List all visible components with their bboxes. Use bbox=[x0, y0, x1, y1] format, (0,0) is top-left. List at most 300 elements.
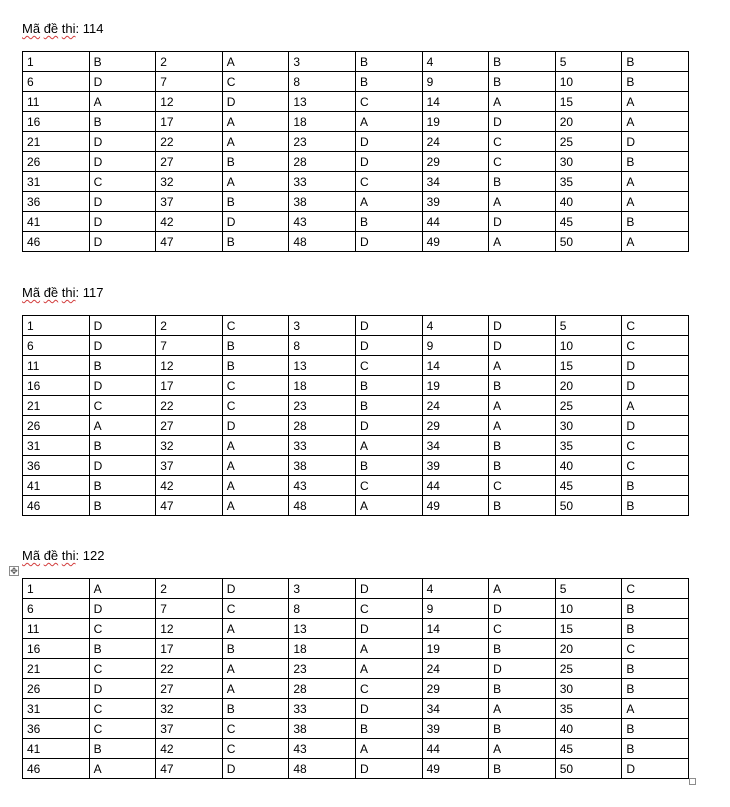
answer-cell: D bbox=[489, 112, 556, 132]
answer-cell: C bbox=[355, 356, 422, 376]
exam-code-heading: Mã đề thi: 122 bbox=[22, 548, 105, 563]
answer-cell: B bbox=[489, 376, 556, 396]
question-number-cell: 44 bbox=[422, 739, 489, 759]
question-number-cell: 37 bbox=[156, 456, 223, 476]
question-number-cell: 1 bbox=[23, 579, 90, 599]
question-number-cell: 40 bbox=[555, 192, 622, 212]
question-number-cell: 34 bbox=[422, 699, 489, 719]
question-number-cell: 7 bbox=[156, 599, 223, 619]
answer-cell: C bbox=[622, 316, 689, 336]
question-number-cell: 27 bbox=[156, 152, 223, 172]
answer-cell: D bbox=[489, 599, 556, 619]
question-number-cell: 20 bbox=[555, 376, 622, 396]
question-number-cell: 13 bbox=[289, 619, 356, 639]
question-number-cell: 36 bbox=[23, 192, 90, 212]
answer-cell: C bbox=[222, 376, 289, 396]
question-number-cell: 5 bbox=[555, 316, 622, 336]
table-row bbox=[23, 719, 689, 739]
answer-cell: A bbox=[222, 456, 289, 476]
answer-cell: C bbox=[489, 132, 556, 152]
table-row bbox=[23, 132, 689, 152]
question-number-cell: 16 bbox=[23, 112, 90, 132]
answer-cell: B bbox=[89, 639, 156, 659]
answer-cell: A bbox=[355, 659, 422, 679]
question-number-cell: 4 bbox=[422, 316, 489, 336]
question-number-cell: 39 bbox=[422, 456, 489, 476]
table-row bbox=[23, 699, 689, 719]
answer-cell: B bbox=[355, 212, 422, 232]
table-row bbox=[23, 476, 689, 496]
heading-word: đề bbox=[43, 21, 59, 36]
answer-cell: B bbox=[355, 72, 422, 92]
answer-key-table bbox=[22, 315, 689, 516]
answer-cell: D bbox=[355, 619, 422, 639]
heading-word: Mã bbox=[22, 548, 41, 563]
question-number-cell: 25 bbox=[555, 132, 622, 152]
answer-cell: B bbox=[489, 496, 556, 516]
question-number-cell: 15 bbox=[555, 92, 622, 112]
question-number-cell: 41 bbox=[23, 739, 90, 759]
answer-cell: B bbox=[222, 699, 289, 719]
answer-cell: A bbox=[489, 356, 556, 376]
answer-cell: A bbox=[89, 416, 156, 436]
answer-cell: D bbox=[622, 759, 689, 779]
question-number-cell: 19 bbox=[422, 112, 489, 132]
question-number-cell: 50 bbox=[555, 496, 622, 516]
answer-cell: D bbox=[355, 132, 422, 152]
answer-cell: B bbox=[622, 679, 689, 699]
question-number-cell: 41 bbox=[23, 212, 90, 232]
table-row bbox=[23, 376, 689, 396]
answer-cell: B bbox=[355, 52, 422, 72]
question-number-cell: 42 bbox=[156, 476, 223, 496]
table-row bbox=[23, 639, 689, 659]
question-number-cell: 5 bbox=[555, 52, 622, 72]
question-number-cell: 49 bbox=[422, 232, 489, 252]
answer-cell: A bbox=[222, 496, 289, 516]
answer-cell: D bbox=[622, 416, 689, 436]
question-number-cell: 29 bbox=[422, 679, 489, 699]
question-number-cell: 11 bbox=[23, 92, 90, 112]
answer-cell: C bbox=[222, 719, 289, 739]
question-number-cell: 13 bbox=[289, 356, 356, 376]
answer-cell: D bbox=[489, 212, 556, 232]
answer-cell: B bbox=[89, 52, 156, 72]
answer-cell: B bbox=[622, 72, 689, 92]
question-number-cell: 22 bbox=[156, 132, 223, 152]
question-number-cell: 44 bbox=[422, 212, 489, 232]
answer-cell: C bbox=[489, 476, 556, 496]
answer-cell: A bbox=[622, 396, 689, 416]
table-row bbox=[23, 436, 689, 456]
answer-cell: D bbox=[89, 456, 156, 476]
question-number-cell: 16 bbox=[23, 376, 90, 396]
question-number-cell: 40 bbox=[555, 456, 622, 476]
table-row bbox=[23, 192, 689, 212]
answer-cell: A bbox=[355, 639, 422, 659]
answer-cell: C bbox=[355, 92, 422, 112]
answer-cell: A bbox=[489, 192, 556, 212]
heading-word: thi bbox=[61, 21, 76, 36]
answer-cell: B bbox=[89, 112, 156, 132]
exam-code-value: 122 bbox=[82, 548, 105, 563]
answer-cell: B bbox=[89, 739, 156, 759]
answer-cell: B bbox=[222, 232, 289, 252]
answer-cell: A bbox=[489, 579, 556, 599]
answer-cell: B bbox=[355, 456, 422, 476]
answer-cell: A bbox=[355, 112, 422, 132]
question-number-cell: 30 bbox=[555, 416, 622, 436]
answer-cell: D bbox=[222, 92, 289, 112]
question-number-cell: 1 bbox=[23, 52, 90, 72]
question-number-cell: 10 bbox=[555, 336, 622, 356]
answer-cell: B bbox=[89, 496, 156, 516]
question-number-cell: 19 bbox=[422, 376, 489, 396]
question-number-cell: 47 bbox=[156, 759, 223, 779]
question-number-cell: 26 bbox=[23, 416, 90, 436]
answer-cell: C bbox=[222, 396, 289, 416]
question-number-cell: 43 bbox=[289, 739, 356, 759]
answer-cell: A bbox=[89, 759, 156, 779]
question-number-cell: 49 bbox=[422, 496, 489, 516]
question-number-cell: 6 bbox=[23, 72, 90, 92]
question-number-cell: 23 bbox=[289, 659, 356, 679]
question-number-cell: 22 bbox=[156, 659, 223, 679]
question-number-cell: 25 bbox=[555, 396, 622, 416]
answer-cell: D bbox=[489, 659, 556, 679]
question-number-cell: 31 bbox=[23, 436, 90, 456]
answer-cell: A bbox=[222, 659, 289, 679]
answer-cell: D bbox=[89, 316, 156, 336]
question-number-cell: 6 bbox=[23, 599, 90, 619]
answer-cell: D bbox=[89, 192, 156, 212]
answer-cell: C bbox=[89, 172, 156, 192]
answer-cell: A bbox=[622, 92, 689, 112]
question-number-cell: 2 bbox=[156, 579, 223, 599]
question-number-cell: 37 bbox=[156, 192, 223, 212]
question-number-cell: 33 bbox=[289, 699, 356, 719]
answer-cell: D bbox=[89, 679, 156, 699]
answer-cell: A bbox=[355, 436, 422, 456]
question-number-cell: 12 bbox=[156, 619, 223, 639]
question-number-cell: 26 bbox=[23, 679, 90, 699]
question-number-cell: 2 bbox=[156, 52, 223, 72]
question-number-cell: 22 bbox=[156, 396, 223, 416]
question-number-cell: 42 bbox=[156, 739, 223, 759]
question-number-cell: 7 bbox=[156, 336, 223, 356]
question-number-cell: 8 bbox=[289, 72, 356, 92]
question-number-cell: 15 bbox=[555, 619, 622, 639]
question-number-cell: 48 bbox=[289, 759, 356, 779]
answer-cell: A bbox=[489, 739, 556, 759]
question-number-cell: 29 bbox=[422, 152, 489, 172]
answer-cell: B bbox=[89, 436, 156, 456]
answer-cell: A bbox=[89, 92, 156, 112]
table-row bbox=[23, 659, 689, 679]
question-number-cell: 24 bbox=[422, 396, 489, 416]
answer-cell: D bbox=[222, 579, 289, 599]
question-number-cell: 11 bbox=[23, 356, 90, 376]
answer-cell: B bbox=[222, 192, 289, 212]
table-row bbox=[23, 52, 689, 72]
table-resize-handle[interactable] bbox=[689, 778, 696, 785]
question-number-cell: 47 bbox=[156, 232, 223, 252]
answer-cell: B bbox=[489, 456, 556, 476]
answer-cell: B bbox=[622, 52, 689, 72]
answer-cell: C bbox=[355, 599, 422, 619]
answer-cell: D bbox=[489, 316, 556, 336]
question-number-cell: 38 bbox=[289, 456, 356, 476]
question-number-cell: 45 bbox=[555, 739, 622, 759]
question-number-cell: 42 bbox=[156, 212, 223, 232]
answer-cell: D bbox=[622, 356, 689, 376]
table-row bbox=[23, 396, 689, 416]
answer-cell: A bbox=[622, 699, 689, 719]
table-row bbox=[23, 232, 689, 252]
heading-word: Mã bbox=[22, 285, 41, 300]
answer-cell: B bbox=[489, 719, 556, 739]
answer-cell: A bbox=[355, 192, 422, 212]
question-number-cell: 32 bbox=[156, 436, 223, 456]
answer-cell: C bbox=[89, 659, 156, 679]
answer-cell: B bbox=[622, 619, 689, 639]
answer-cell: D bbox=[222, 212, 289, 232]
question-number-cell: 27 bbox=[156, 679, 223, 699]
answer-cell: C bbox=[489, 152, 556, 172]
answer-cell: A bbox=[355, 496, 422, 516]
table-row bbox=[23, 679, 689, 699]
question-number-cell: 45 bbox=[555, 476, 622, 496]
answer-cell: D bbox=[89, 599, 156, 619]
question-number-cell: 37 bbox=[156, 719, 223, 739]
table-row bbox=[23, 356, 689, 376]
table-row bbox=[23, 92, 689, 112]
question-number-cell: 44 bbox=[422, 476, 489, 496]
heading-word: Mã bbox=[22, 21, 41, 36]
answer-cell: B bbox=[622, 152, 689, 172]
table-move-handle-icon[interactable]: ✥ bbox=[10, 566, 18, 576]
answer-cell: C bbox=[89, 396, 156, 416]
answer-cell: D bbox=[89, 152, 156, 172]
question-number-cell: 34 bbox=[422, 172, 489, 192]
answer-cell: D bbox=[89, 336, 156, 356]
answer-cell: A bbox=[489, 92, 556, 112]
answer-cell: C bbox=[622, 456, 689, 476]
question-number-cell: 14 bbox=[422, 356, 489, 376]
question-number-cell: 39 bbox=[422, 719, 489, 739]
answer-cell: C bbox=[89, 719, 156, 739]
answer-cell: D bbox=[355, 579, 422, 599]
question-number-cell: 43 bbox=[289, 212, 356, 232]
answer-cell: B bbox=[489, 639, 556, 659]
answer-cell: A bbox=[89, 579, 156, 599]
answer-cell: A bbox=[222, 172, 289, 192]
question-number-cell: 32 bbox=[156, 699, 223, 719]
answer-cell: C bbox=[222, 72, 289, 92]
question-number-cell: 12 bbox=[156, 92, 223, 112]
answer-cell: A bbox=[489, 396, 556, 416]
answer-cell: C bbox=[222, 599, 289, 619]
question-number-cell: 4 bbox=[422, 579, 489, 599]
question-number-cell: 23 bbox=[289, 132, 356, 152]
table-row bbox=[23, 619, 689, 639]
question-number-cell: 40 bbox=[555, 719, 622, 739]
answer-cell: B bbox=[489, 172, 556, 192]
question-number-cell: 12 bbox=[156, 356, 223, 376]
answer-cell: A bbox=[489, 232, 556, 252]
heading-word: đề bbox=[43, 548, 59, 563]
question-number-cell: 18 bbox=[289, 112, 356, 132]
answer-cell: A bbox=[622, 192, 689, 212]
answer-cell: B bbox=[222, 639, 289, 659]
table-row bbox=[23, 112, 689, 132]
heading-word: thi bbox=[61, 548, 76, 563]
answer-cell: B bbox=[489, 52, 556, 72]
answer-cell: B bbox=[622, 739, 689, 759]
question-number-cell: 13 bbox=[289, 92, 356, 112]
answer-cell: C bbox=[89, 619, 156, 639]
question-number-cell: 6 bbox=[23, 336, 90, 356]
question-number-cell: 14 bbox=[422, 619, 489, 639]
question-number-cell: 20 bbox=[555, 639, 622, 659]
question-number-cell: 48 bbox=[289, 232, 356, 252]
answer-cell: D bbox=[355, 316, 422, 336]
question-number-cell: 28 bbox=[289, 152, 356, 172]
answer-cell: B bbox=[222, 336, 289, 356]
question-number-cell: 9 bbox=[422, 72, 489, 92]
question-number-cell: 10 bbox=[555, 599, 622, 619]
question-number-cell: 9 bbox=[422, 336, 489, 356]
table-row bbox=[23, 739, 689, 759]
question-number-cell: 18 bbox=[289, 376, 356, 396]
question-number-cell: 24 bbox=[422, 659, 489, 679]
question-number-cell: 7 bbox=[156, 72, 223, 92]
question-number-cell: 17 bbox=[156, 376, 223, 396]
answer-cell: A bbox=[222, 619, 289, 639]
answer-cell: B bbox=[622, 476, 689, 496]
answer-cell: A bbox=[489, 699, 556, 719]
question-number-cell: 15 bbox=[555, 356, 622, 376]
answer-cell: C bbox=[89, 699, 156, 719]
heading-word: thi bbox=[61, 285, 76, 300]
answer-cell: B bbox=[489, 72, 556, 92]
answer-cell: D bbox=[355, 232, 422, 252]
question-number-cell: 20 bbox=[555, 112, 622, 132]
answer-cell: B bbox=[489, 679, 556, 699]
answer-cell: C bbox=[355, 476, 422, 496]
answer-cell: D bbox=[222, 759, 289, 779]
answer-key-table bbox=[22, 51, 689, 252]
table-row bbox=[23, 456, 689, 476]
answer-cell: B bbox=[622, 212, 689, 232]
answer-cell: D bbox=[489, 336, 556, 356]
answer-cell: A bbox=[222, 679, 289, 699]
answer-cell: D bbox=[355, 152, 422, 172]
answer-cell: C bbox=[222, 739, 289, 759]
question-number-cell: 50 bbox=[555, 759, 622, 779]
question-number-cell: 14 bbox=[422, 92, 489, 112]
answer-cell: B bbox=[89, 356, 156, 376]
question-number-cell: 30 bbox=[555, 679, 622, 699]
question-number-cell: 8 bbox=[289, 336, 356, 356]
question-number-cell: 38 bbox=[289, 719, 356, 739]
answer-cell: D bbox=[89, 212, 156, 232]
answer-cell: B bbox=[489, 759, 556, 779]
answer-cell: A bbox=[222, 436, 289, 456]
answer-cell: A bbox=[622, 112, 689, 132]
answer-cell: C bbox=[622, 579, 689, 599]
answer-cell: C bbox=[355, 679, 422, 699]
question-number-cell: 21 bbox=[23, 659, 90, 679]
answer-cell: B bbox=[222, 356, 289, 376]
answer-cell: D bbox=[89, 72, 156, 92]
answer-cell: B bbox=[355, 376, 422, 396]
table-row bbox=[23, 152, 689, 172]
question-number-cell: 46 bbox=[23, 232, 90, 252]
question-number-cell: 34 bbox=[422, 436, 489, 456]
heading-word: đề bbox=[43, 285, 59, 300]
answer-cell: A bbox=[622, 172, 689, 192]
answer-cell: A bbox=[222, 112, 289, 132]
answer-cell: A bbox=[355, 739, 422, 759]
exam-code-value: 114 bbox=[82, 21, 104, 36]
answer-cell: B bbox=[89, 476, 156, 496]
question-number-cell: 39 bbox=[422, 192, 489, 212]
question-number-cell: 21 bbox=[23, 132, 90, 152]
question-number-cell: 35 bbox=[555, 436, 622, 456]
answer-cell: B bbox=[222, 152, 289, 172]
answer-cell: D bbox=[222, 416, 289, 436]
table-row bbox=[23, 579, 689, 599]
answer-key-table bbox=[22, 578, 689, 779]
answer-cell: D bbox=[622, 132, 689, 152]
table-row bbox=[23, 212, 689, 232]
answer-cell: A bbox=[622, 232, 689, 252]
answer-cell: C bbox=[355, 172, 422, 192]
question-number-cell: 45 bbox=[555, 212, 622, 232]
question-number-cell: 36 bbox=[23, 456, 90, 476]
answer-cell: B bbox=[489, 436, 556, 456]
question-number-cell: 24 bbox=[422, 132, 489, 152]
answer-cell: D bbox=[622, 376, 689, 396]
table-row bbox=[23, 599, 689, 619]
question-number-cell: 18 bbox=[289, 639, 356, 659]
question-number-cell: 3 bbox=[289, 579, 356, 599]
answer-cell: A bbox=[222, 132, 289, 152]
question-number-cell: 2 bbox=[156, 316, 223, 336]
question-number-cell: 33 bbox=[289, 436, 356, 456]
question-number-cell: 36 bbox=[23, 719, 90, 739]
table-row bbox=[23, 72, 689, 92]
question-number-cell: 35 bbox=[555, 172, 622, 192]
question-number-cell: 23 bbox=[289, 396, 356, 416]
question-number-cell: 46 bbox=[23, 759, 90, 779]
question-number-cell: 48 bbox=[289, 496, 356, 516]
question-number-cell: 17 bbox=[156, 112, 223, 132]
table-row bbox=[23, 316, 689, 336]
question-number-cell: 38 bbox=[289, 192, 356, 212]
answer-cell: A bbox=[222, 476, 289, 496]
question-number-cell: 25 bbox=[555, 659, 622, 679]
answer-cell: A bbox=[489, 416, 556, 436]
question-number-cell: 3 bbox=[289, 52, 356, 72]
answer-cell: B bbox=[355, 719, 422, 739]
table-row bbox=[23, 172, 689, 192]
answer-cell: C bbox=[622, 639, 689, 659]
answer-cell: D bbox=[355, 336, 422, 356]
question-number-cell: 16 bbox=[23, 639, 90, 659]
answer-cell: D bbox=[355, 699, 422, 719]
